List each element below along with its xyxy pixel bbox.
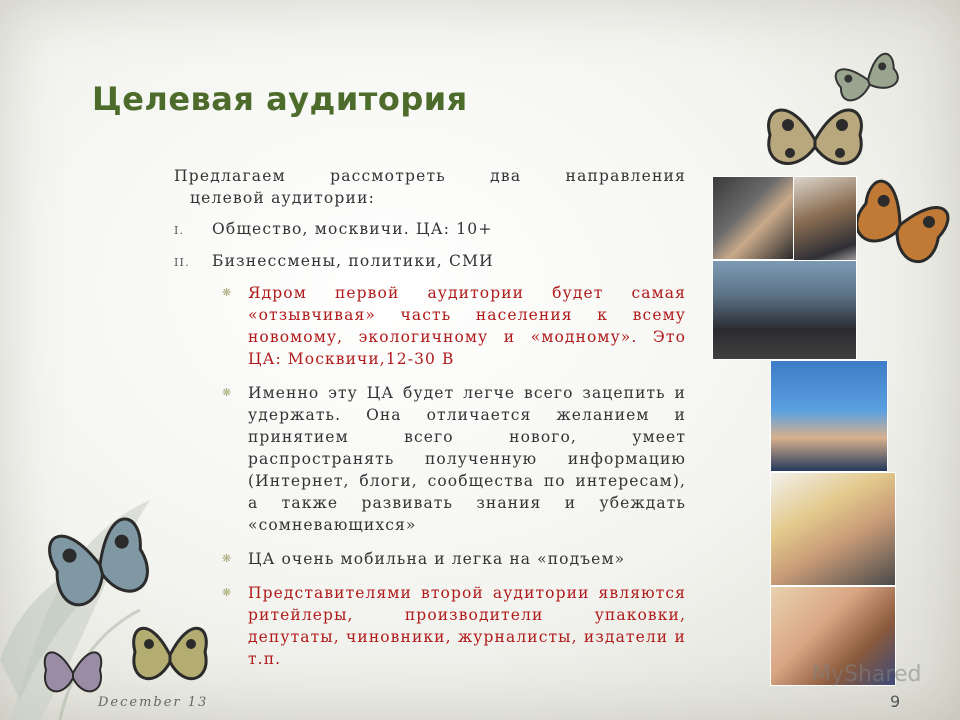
butterfly-icon <box>850 170 950 280</box>
photo-couple-house <box>770 472 896 586</box>
butterfly-icon <box>125 610 215 700</box>
photo-handshake <box>712 176 794 260</box>
bullet-text: Ядром первой аудитории будет самая «отзывчивая» часть населения к всему новомому, экологичному и «модному». Это ЦА: Москвичи,12-30 В <box>248 284 686 368</box>
flower-bullet-icon: ❋ <box>222 286 233 299</box>
list-item <box>174 252 494 270</box>
bullet-item <box>222 582 686 670</box>
list-number: I. <box>174 224 185 237</box>
intro-line-2: целевой аудитории: <box>190 189 376 207</box>
bullet-item <box>222 282 686 370</box>
flower-bullet-icon: ❋ <box>222 386 233 399</box>
list-item-text: Бизнессмены, политики, СМИ <box>212 252 494 270</box>
flower-bullet-icon: ❋ <box>222 586 233 599</box>
page-number: 9 <box>890 692 901 711</box>
intro-line-1: Предлагаем рассмотреть два направления <box>174 167 686 185</box>
bullet-item <box>222 548 686 570</box>
list-item-text: Общество, москвичи. ЦА: 10+ <box>212 220 493 238</box>
bullet-list <box>222 282 686 682</box>
footer-date: December 13 <box>98 695 209 710</box>
photo-business-people <box>712 260 857 360</box>
bullet-item <box>222 382 686 536</box>
bullet-text: Именно эту ЦА будет легче всего зацепить и удержать. Она отличается желанием и принятием всего нового, умеет распространять полученную информацию (Интернет, блоги, сообщества по интересам), а также развивать знания и убеждать «сомневающихся» <box>248 384 686 534</box>
flower-bullet-icon: ❋ <box>222 552 233 565</box>
photo-family-child <box>770 360 888 472</box>
intro-text <box>174 165 686 209</box>
bullet-text: Представителями второй аудитории являются ритейлеры, производители упаковки, депутаты, чиновники, журналисты, издатели и т.п. <box>248 584 686 668</box>
bullet-text: ЦА очень мобильна и легка на «подъем» <box>248 550 626 568</box>
watermark: MyShared <box>812 662 922 687</box>
list-number: II. <box>174 256 190 269</box>
list-item <box>174 220 493 238</box>
slide-title: Целевая аудитория <box>92 80 468 118</box>
